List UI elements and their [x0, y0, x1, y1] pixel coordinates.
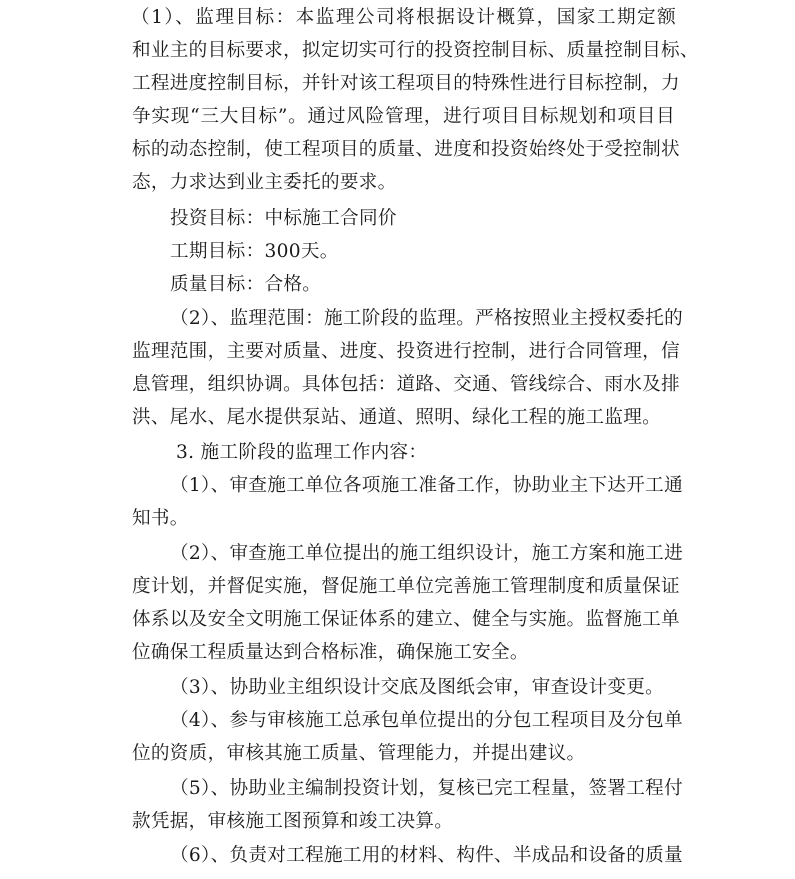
item-3-line: （3）、协助业主组织设计交底及图纸会审，审查设计变更。	[170, 677, 665, 698]
paragraph-objective-line: （1）、监理目标：本监理公司将根据设计概算，国家工期定额	[131, 7, 676, 28]
paragraph-scope-line: 监理范围，主要对质量、进度、投资进行控制，进行合同管理，信	[132, 341, 680, 362]
paragraph-scope-line: 洪、尾水、尾水提供泵站、通道、照明、绿化工程的施工监理。	[132, 407, 662, 428]
item-6-line: （6）、负责对工程施工用的材料、构件、半成品和设备的质量	[170, 845, 683, 866]
item-5-line: 款凭据，审核施工图预算和竣工决算。	[132, 811, 454, 832]
paragraph-scope-line: （2）、监理范围：施工阶段的监理。严格按照业主授权委托的	[170, 308, 683, 329]
quality-target: 质量目标：合格。	[170, 274, 322, 295]
item-1-line: 知书。	[132, 508, 189, 529]
item-2-line: 度计划，并督促实施，督促施工单位完善施工管理制度和质量保证	[132, 576, 680, 597]
item-4-line: 位的资质，审核其施工质量、管理能力，并提出建议。	[132, 743, 586, 764]
item-2-line: 位确保工程质量达到合格标准，确保施工安全。	[132, 642, 529, 663]
paragraph-objective-line: 争实现“三大目标”。通过风险管理，进行项目目标规划和项目目	[132, 106, 675, 127]
item-2-line: （2）、审查施工单位提出的施工组织设计，施工方案和施工进	[170, 543, 683, 564]
investment-target: 投资目标：中标施工合同价	[170, 208, 397, 229]
item-4-line: （4）、参与审核施工总承包单位提出的分包工程项目及分包单	[170, 710, 683, 731]
paragraph-objective-line: 和业主的目标要求，拟定切实可行的投资控制目标、质量控制目标、	[132, 40, 699, 61]
section-3-heading: 3. 施工阶段的监理工作内容：	[176, 442, 428, 463]
paragraph-objective-line: 态，力求达到业主委托的要求。	[132, 172, 397, 193]
paragraph-objective-line: 工程进度控制目标，并针对该工程项目的特殊性进行目标控制，力	[132, 73, 680, 94]
paragraph-objective-line: 标的动态控制，使工程项目的质量、进度和投资始终处于受控制状	[132, 139, 680, 160]
paragraph-scope-line: 息管理，组织协调。具体包括：道路、交通、管线综合、雨水及排	[132, 374, 680, 395]
schedule-target: 工期目标：300天。	[170, 241, 339, 262]
item-5-line: （5）、协助业主编制投资计划，复核已完工程量，签署工程付	[170, 778, 683, 799]
item-1-line: （1）、审查施工单位各项施工准备工作，协助业主下达开工通	[170, 475, 683, 496]
item-2-line: 体系以及安全文明施工保证体系的建立、健全与实施。监督施工单	[132, 609, 680, 630]
